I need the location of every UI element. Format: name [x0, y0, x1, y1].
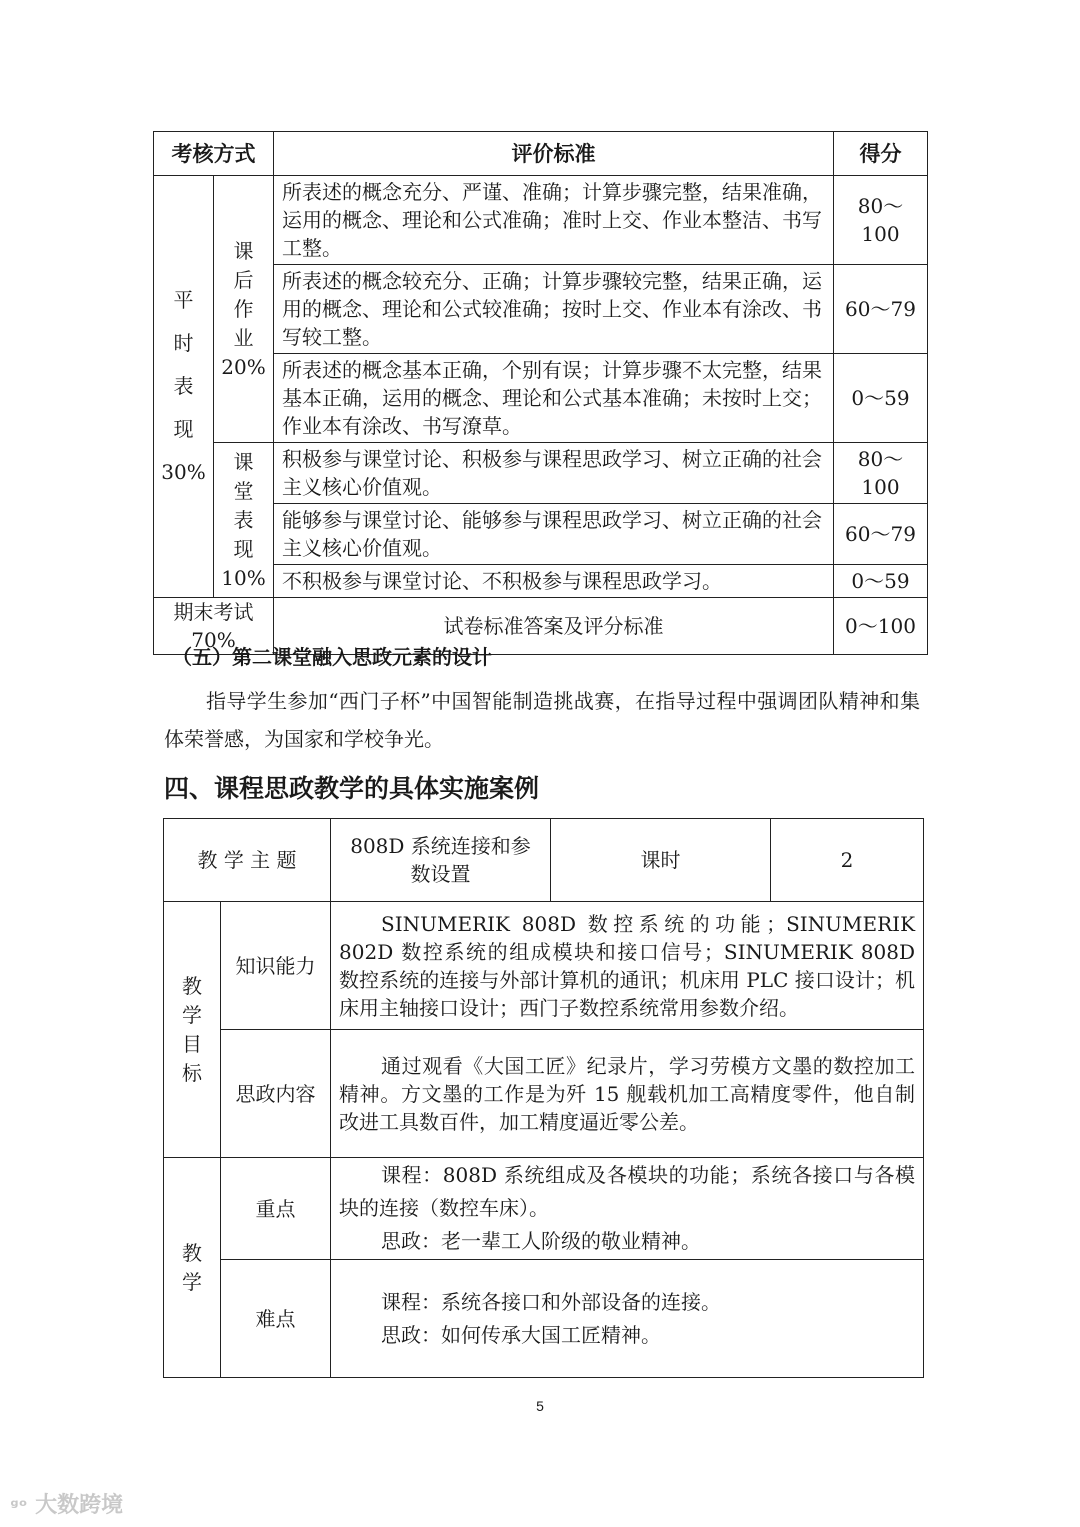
score-cell: 0～100 — [834, 598, 928, 655]
homework-label: 课 后 作 业 20% — [214, 176, 274, 443]
page-number: 5 — [536, 1398, 544, 1414]
criteria-cell: 不积极参与课堂讨论、不积极参与课程思政学习。 — [274, 565, 834, 598]
score-cell: 60～79 — [834, 265, 928, 354]
hours-label: 课时 — [551, 819, 771, 902]
key-label: 重点 — [221, 1158, 331, 1260]
criteria-cell: 所表述的概念较充分、正确；计算步骤较完整，结果正确，运用的概念、理论和公式较准确；按时上交、作业本有涂改、书写较工整。 — [274, 265, 834, 354]
score-cell: 80～ 100 — [834, 443, 928, 504]
header-criteria: 评价标准 — [274, 132, 834, 176]
table-row — [154, 443, 928, 504]
difficult-course-text: 课程：系统各接口和外部设备的连接。 — [381, 1289, 722, 1314]
table-row — [164, 1030, 924, 1158]
section-four-heading: 四、课程思政教学的具体实施案例 — [164, 774, 540, 803]
goals-label: 教 学 目 标 — [164, 902, 221, 1158]
key-content — [331, 1158, 924, 1260]
assessment-table — [153, 131, 928, 655]
criteria-cell: 能够参与课堂讨论、能够参与课程思政学习、树立正确的社会主义核心价值观。 — [274, 504, 834, 565]
criteria-cell: 试卷标准答案及评分标准 — [274, 598, 834, 655]
assessment-header-row — [154, 132, 928, 176]
key-ideology-text: 思政：老一辈工人阶级的敬业精神。 — [381, 1229, 702, 1253]
header-score: 得分 — [834, 132, 928, 176]
table-row — [164, 1158, 924, 1260]
score-cell: 0～59 — [834, 565, 928, 598]
hours-value: 2 — [771, 819, 924, 902]
score-cell: 60～79 — [834, 504, 928, 565]
ideology-text: 通过观看《大国工匠》纪录片，学习劳模方文墨的数控加工精神。方文墨的工作是为歼 15 舰载机加工高精度零件，他自制改进工具数百件，加工精度逼近零公差。 — [331, 1030, 924, 1158]
regular-label: 平 时 表 现 30% — [154, 176, 214, 598]
difficult-content — [331, 1260, 924, 1378]
final-exam-label: 期末考试 70% — [154, 598, 274, 655]
table-row — [154, 176, 928, 265]
watermark: ᵍᵒ 大数跨境 — [10, 1493, 124, 1518]
key-course-text: 课程：808D 系统组成及各模块的功能；系统各接口与各模块的连接（数控车床）。 — [339, 1163, 916, 1220]
header-method: 考核方式 — [154, 132, 274, 176]
difficult-label: 难点 — [221, 1260, 331, 1378]
table-row — [164, 1260, 924, 1378]
ideology-label: 思政内容 — [221, 1030, 331, 1158]
section-five-heading: （五）第二课堂融入思政元素的设计 — [172, 645, 492, 669]
case-topic-row — [164, 819, 924, 902]
knowledge-text: SINUMERIK 808D 数控系统的功能；SINUMERIK 802D 数控系统的组成模块和接口信号；SINUMERIK 808D 数控系统的连接与外部计算机的通讯；机床用 PLC 接口设计；机床用主轴接口设计；西门子数控系统常用参数介绍。 — [331, 902, 924, 1030]
knowledge-label: 知识能力 — [221, 902, 331, 1030]
section-five-paragraph: 指导学生参加“西门子杯”中国智能制造挑战赛，在指导过程中强调团队精神和集体荣誉感，为国家和学校争光。 — [164, 689, 920, 751]
classroom-label: 课 堂 表 现 10% — [214, 443, 274, 598]
table-row — [164, 902, 924, 1030]
score-cell: 0～59 — [834, 354, 928, 443]
criteria-cell: 所表述的概念基本正确，个别有误；计算步骤不太完整，结果基本正确，运用的概念、理论和公式基本准确；未按时上交；作业本有涂改、书写潦草。 — [274, 354, 834, 443]
difficult-ideology-text: 思政：如何传承大国工匠精神。 — [381, 1322, 662, 1347]
topic-label: 教 学 主 题 — [164, 819, 331, 902]
watermark-logo-icon: ᵍᵒ — [10, 1496, 28, 1517]
criteria-cell: 积极参与课堂讨论、积极参与课程思政学习、树立正确的社会主义核心价值观。 — [274, 443, 834, 504]
case-table — [163, 818, 924, 1378]
teaching-label: 教 学 — [164, 1158, 221, 1378]
score-cell: 80～ 100 — [834, 176, 928, 265]
criteria-cell: 所表述的概念充分、严谨、准确；计算步骤完整，结果准确，运用的概念、理论和公式准确；准时上交、作业本整洁、书写工整。 — [274, 176, 834, 265]
topic-value: 808D 系统连接和参数设置 — [331, 819, 551, 902]
